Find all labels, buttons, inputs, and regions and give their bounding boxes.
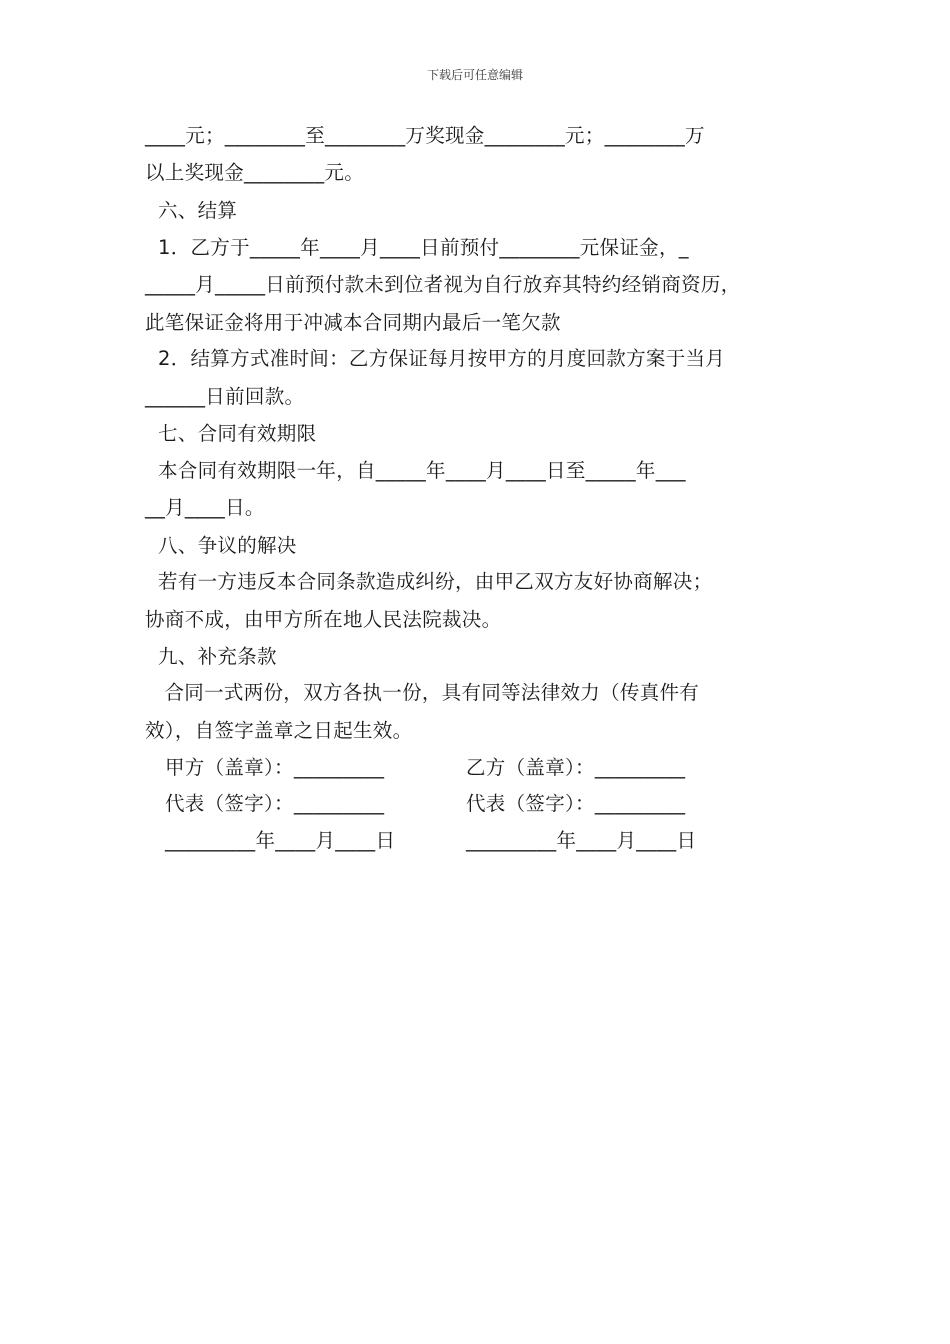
body-line: 此笔保证金将用于冲减本合同期内最后一笔欠款 — [145, 311, 561, 334]
section-heading: 八、争议的解决 — [145, 534, 297, 557]
body-line: 协商不成，由甲方所在地人民法院裁决。 — [145, 608, 502, 631]
section-heading: 九、补充条款 — [145, 645, 277, 668]
body-line: _____月_____日前预付款未到位者视为自行放弃其特约经销商资历， — [145, 273, 741, 296]
body-line: 2．结算方式准时间：乙方保证每月按甲方的月度回款方案于当月 — [145, 347, 726, 370]
body-line: 合同一式两份，双方各执一份，具有同等法律效力（传真件有 — [145, 681, 700, 704]
body-line: 若有一方违反本合同条款造成纠纷，由甲乙双方友好协商解决； — [145, 570, 713, 593]
page-header: 下载后可任意编辑 — [426, 68, 523, 82]
body-line: 效），自签字盖章之日起生效。 — [145, 719, 413, 742]
party-a-rep-field: 代表（签字）：_________ — [165, 792, 385, 815]
body-line: 以上奖现金________元。 — [145, 161, 364, 184]
section-heading: 七、合同有效期限 — [145, 422, 317, 445]
body-line: ______日前回款。 — [145, 385, 305, 408]
body-line: 1．乙方于_____年____月____日前预付________元保证金，_ — [145, 236, 689, 259]
party-a-seal-field: 甲方（盖章）：_________ — [165, 756, 385, 779]
party-b-date-field: _________年____月____日 — [466, 829, 697, 852]
section-heading: 六、结算 — [145, 199, 238, 222]
body-line: ____元；________至________万奖现金________元；________万 — [145, 124, 705, 147]
party-b-rep-field: 代表（签字）：_________ — [466, 792, 686, 815]
body-line: __月____日。 — [145, 496, 265, 519]
party-b-seal-field: 乙方（盖章）：_________ — [466, 756, 686, 779]
body-line: 本合同有效期限一年，自_____年____月____日至_____年___ — [145, 459, 686, 482]
party-a-date-field: _________年____月____日 — [165, 829, 396, 852]
